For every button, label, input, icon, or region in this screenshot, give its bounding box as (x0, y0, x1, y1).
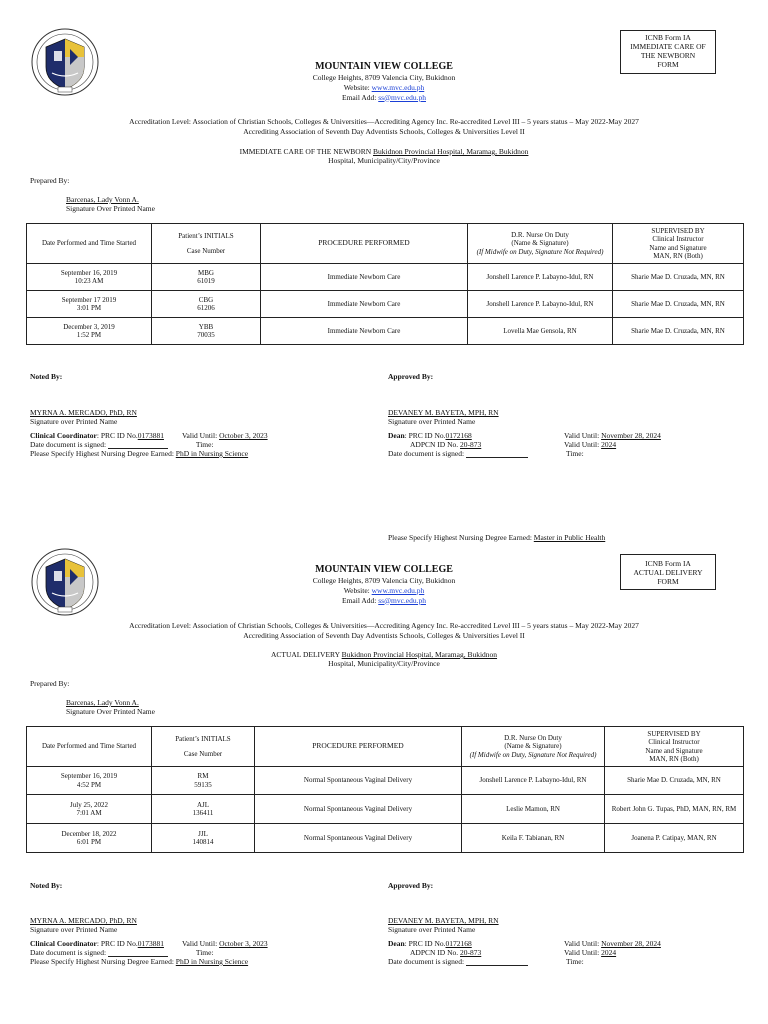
college-header: MOUNTAIN VIEW COLLEGE College Heights, 8709 Valencia City, Bukidnon Website: www.mvc.edu.ph Email Add: ss@mvc.edu.ph (234, 563, 534, 605)
student-signature: Barcenas, Lady Vonn A. Signature Over Printed Name (66, 698, 155, 716)
prepared-by-label: Prepared By: (30, 176, 70, 185)
form-code-box: ICNB Form IA IMMEDIATE CARE OF THE NEWBORN FORM (620, 30, 716, 74)
table-row: July 25, 2022 7:01 AM AJL 136411 Normal Spontaneous Vaginal Delivery Leslie Mamon, RN Robert John G. Tupas, PhD, MAN, RN, RM (27, 795, 744, 824)
student-signature: Barcenas, Lady Vonn A. Signature Over Printed Name (66, 195, 155, 213)
table-row: September 17 2019 3:01 PM CBG 61206 Immediate Newborn Care Jonshell Larence P. Labayno-Idul, RN Sharie Mae D. Cruzada, MN, RN (27, 291, 744, 318)
procedure-table (26, 223, 744, 345)
dean-block: DEVANEY M. BAYETA, MPH, RN Signature over Printed Name Dean: PRC ID No.0172168 Valid Until: November 28, 2024 ADPCN ID No. 20-873 Valid Until: 2024 Date document is signed: Time: (388, 408, 661, 458)
activity-hospital: ACTUAL DELIVERY Bukidnon Provincial Hospital, Maramag, Bukidnon Hospital, Municipality/City/Province (270, 650, 498, 669)
noted-by-label: Noted By: (30, 881, 63, 890)
website-link[interactable]: www.mvc.edu.ph (371, 82, 425, 92)
college-email: Email Add: ss@mvc.edu.ph (342, 92, 426, 102)
approved-by-label: Approved By: (388, 372, 434, 381)
table-row: September 16, 2019 4:52 PM RM 59135 Normal Spontaneous Vaginal Delivery Jonshell Larence P. Labayno-Idul, RN Sharie Mae D. Cruzada, MN, RN (27, 767, 744, 795)
dean-degree: Please Specify Highest Nursing Degree Earned: Master in Public Health (388, 533, 606, 542)
procedure-table (26, 726, 744, 853)
table-header-row: Date Performed and Time Started Patient’s INITIALS Case Number PROCEDURE PERFORMED D.R. Nurse On Duty (Name & Signature) (If Midwife on Duty, Signature Not Required) SUPERVISED BY Clinical Instructor Name and Signature MAN, RN (Both) (27, 224, 744, 264)
table-row: December 18, 2022 6:01 PM JJL 140814 Normal Spontaneous Vaginal Delivery Keila F. Tabianan, RN Joanena P. Catipay, MAN, RN (27, 824, 744, 853)
college-logo-icon (30, 27, 100, 97)
accreditation-text: Accreditation Level: Association of Christian Schools, Colleges & Universities—Accrediting Agency Inc. Re-accredited Level III – 5 years status – May 2022-May 2027 Accrediting Association of Seventh Day Adventists Schools, Colleges & Universities Level II (129, 117, 639, 136)
noted-by-label: Noted By: (30, 372, 63, 381)
table-row: September 16, 2019 10:23 AM MBG 61019 Immediate Newborn Care Jonshell Larence P. Labayno-Idul, RN Sharie Mae D. Cruzada, MN, RN (27, 264, 744, 291)
website-link[interactable]: www.mvc.edu.ph (371, 585, 425, 595)
accreditation-text: Accreditation Level: Association of Christian Schools, Colleges & Universities—Accrediting Agency Inc. Re-accredited Level III – 5 years status – May 2022-May 2027 Accrediting Association of Seventh Day Adventists Schools, Colleges & Universities Level II (129, 621, 639, 640)
hospital-name: Bukidnon Provincial Hospital, Maramag, Bukidnon (341, 650, 498, 659)
email-link[interactable]: ss@mvc.edu.ph (378, 92, 426, 102)
table-row: December 3, 2019 1:52 PM YBB 70035 Immediate Newborn Care Lovella Mae Gensola, RN Sharie Mae D. Cruzada, MN, RN (27, 318, 744, 345)
college-address: College Heights, 8709 Valencia City, Bukidnon (312, 73, 456, 82)
table-header-row: Date Performed and Time Started Patient’s INITIALS Case Number PROCEDURE PERFORMED D.R. Nurse On Duty (Name & Signature) (If Midwife on Duty, Signature Not Required) SUPERVISED BY Clinical Instructor Name and Signature MAN, RN (Both) (27, 727, 744, 767)
college-header (234, 60, 534, 102)
college-logo-icon (30, 547, 100, 617)
coordinator-block: MYRNA A. MERCADO, PhD, RN Signature over Printed Name Clinical Coordinator: PRC ID No.0173881 Valid Until: October 3, 2023 Date document is signed: Time: Please Specify Highest Nursing Degree Earned: PhD in Nursing Science (30, 916, 268, 966)
coordinator-block: MYRNA A. MERCADO, PhD, RN Signature over Printed Name Clinical Coordinator: PRC ID No.0173881 Valid Until: October 3, 2023 Date document is signed: Time: Please Specify Highest Nursing Degree Earned: PhD in Nursing Science (30, 408, 268, 458)
activity-hospital: IMMEDIATE CARE OF THE NEWBORN Bukidnon Provincial Hospital, Maramag, Bukidnon Hospital, Municipality/City/Province (239, 147, 529, 166)
form-code-box: ICNB Form IA ACTUAL DELIVERY FORM (620, 554, 716, 590)
college-website: Website: www.mvc.edu.ph (343, 82, 425, 92)
college-name: MOUNTAIN VIEW COLLEGE (315, 564, 453, 575)
college-name: MOUNTAIN VIEW COLLEGE (315, 61, 453, 72)
dean-block: DEVANEY M. BAYETA, MPH, RN Signature over Printed Name Dean: PRC ID No.0172168 Valid Until: November 28, 2024 ADPCN ID No. 20-873 Valid Until: 2024 Date document is signed: Time: (388, 916, 661, 966)
prepared-by-label: Prepared By: (30, 679, 70, 688)
email-link[interactable]: ss@mvc.edu.ph (378, 595, 426, 605)
approved-by-label: Approved By: (388, 881, 434, 890)
hospital-name: Bukidnon Provincial Hospital, Maramag, Bukidnon (373, 147, 529, 156)
